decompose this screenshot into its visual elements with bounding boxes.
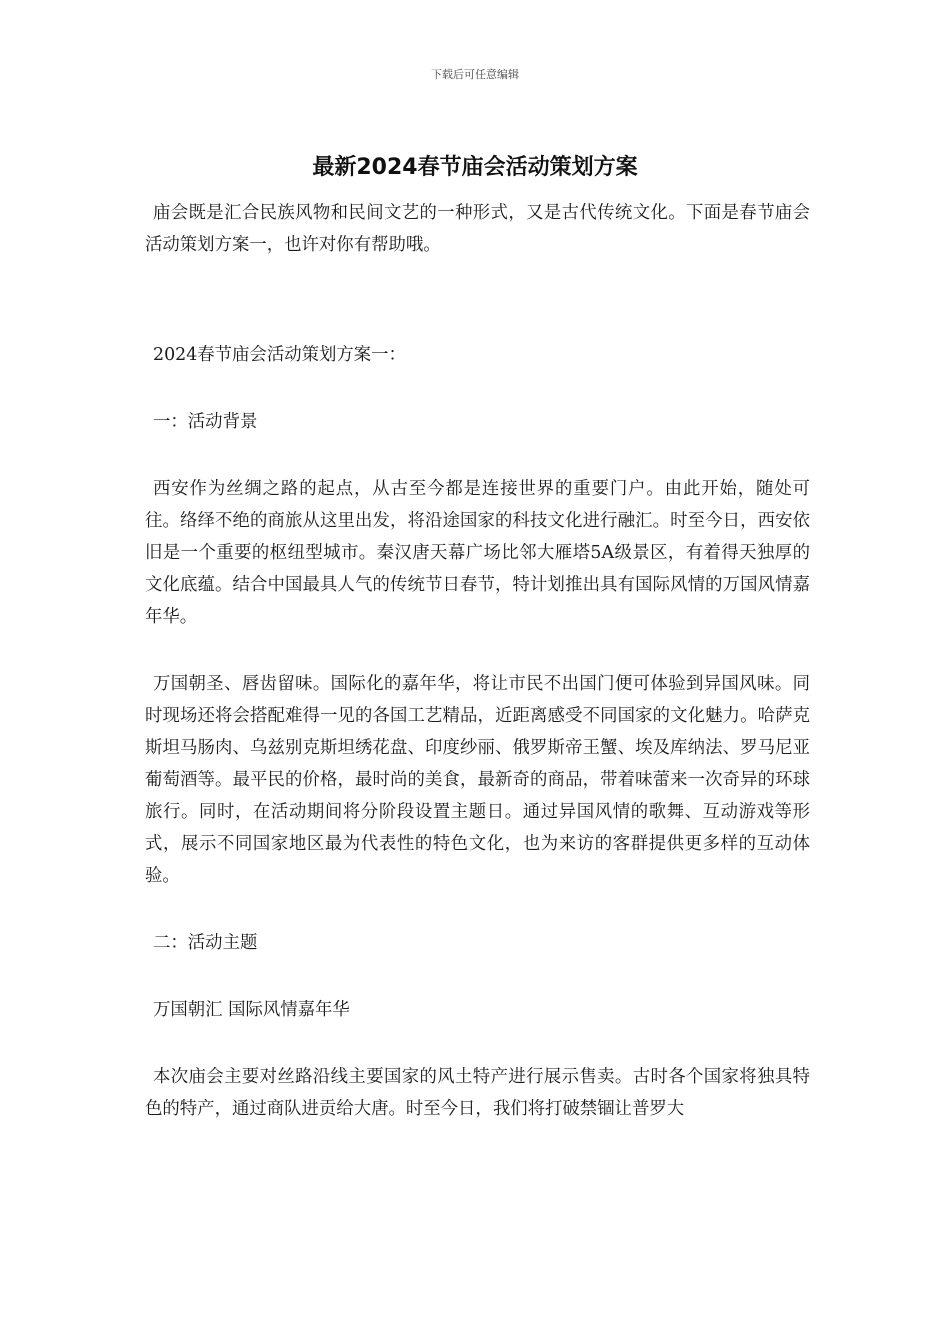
intro-paragraph: 庙会既是汇合民族风物和民间文艺的一种形式，又是古代传统文化。下面是春节庙会活动策划方案一，也许对你有帮助哦。 (145, 203, 810, 255)
page-header-note: 下载后可任意编辑 (431, 68, 519, 81)
background-paragraph: 西安作为丝绸之路的起点，从古至今都是连接世界的重要门户。由此开始，随处可往。络绎不绝的商旅从这里出发，将沿途国家的科技文化进行融汇。时至今日，西安依旧是一个重要的枢纽型城市。秦汉唐天幕广场比邻大雁塔5A级景区，有着得天独厚的文化底蕴。结合中国最具人气的传统节日春节，特计划推出具有国际风情的万国风情嘉年华。 (145, 479, 810, 627)
document-body (145, 197, 810, 1125)
document-title: 最新2024春节庙会活动策划方案 (312, 155, 638, 180)
theme-paragraph: 本次庙会主要对丝路沿线主要国家的风土特产进行展示售卖。古时各个国家将独具特色的特产，通过商队进贡给大唐。时至今日，我们将打破禁锢让普罗大 (145, 1067, 810, 1119)
theme-line: 万国朝汇 国际风情嘉年华 (153, 1000, 350, 1020)
section-heading-background: 一：活动背景 (153, 412, 258, 432)
plan-subtitle: 2024春节庙会活动策划方案一： (153, 345, 406, 365)
carnival-paragraph: 万国朝圣、唇齿留味。国际化的嘉年华，将让市民不出国门便可体验到异国风味。同时现场还将会搭配难得一见的各国工艺精品，近距离感受不同国家的文化魅力。哈萨克斯坦马肠肉、乌兹别克斯坦绣花盘、印度纱丽、俄罗斯帝王蟹、埃及库纳法、罗马尼亚葡萄酒等。最平民的价格，最时尚的美食，最新奇的商品，带着味蕾来一次奇异的环球旅行。同时，在活动期间将分阶段设置主题日。通过异国风情的歌舞、互动游戏等形式，展示不同国家地区最为代表性的特色文化，也为来访的客群提供更多样的互动体验。 (145, 674, 810, 886)
section-heading-theme: 二：活动主题 (153, 933, 258, 953)
